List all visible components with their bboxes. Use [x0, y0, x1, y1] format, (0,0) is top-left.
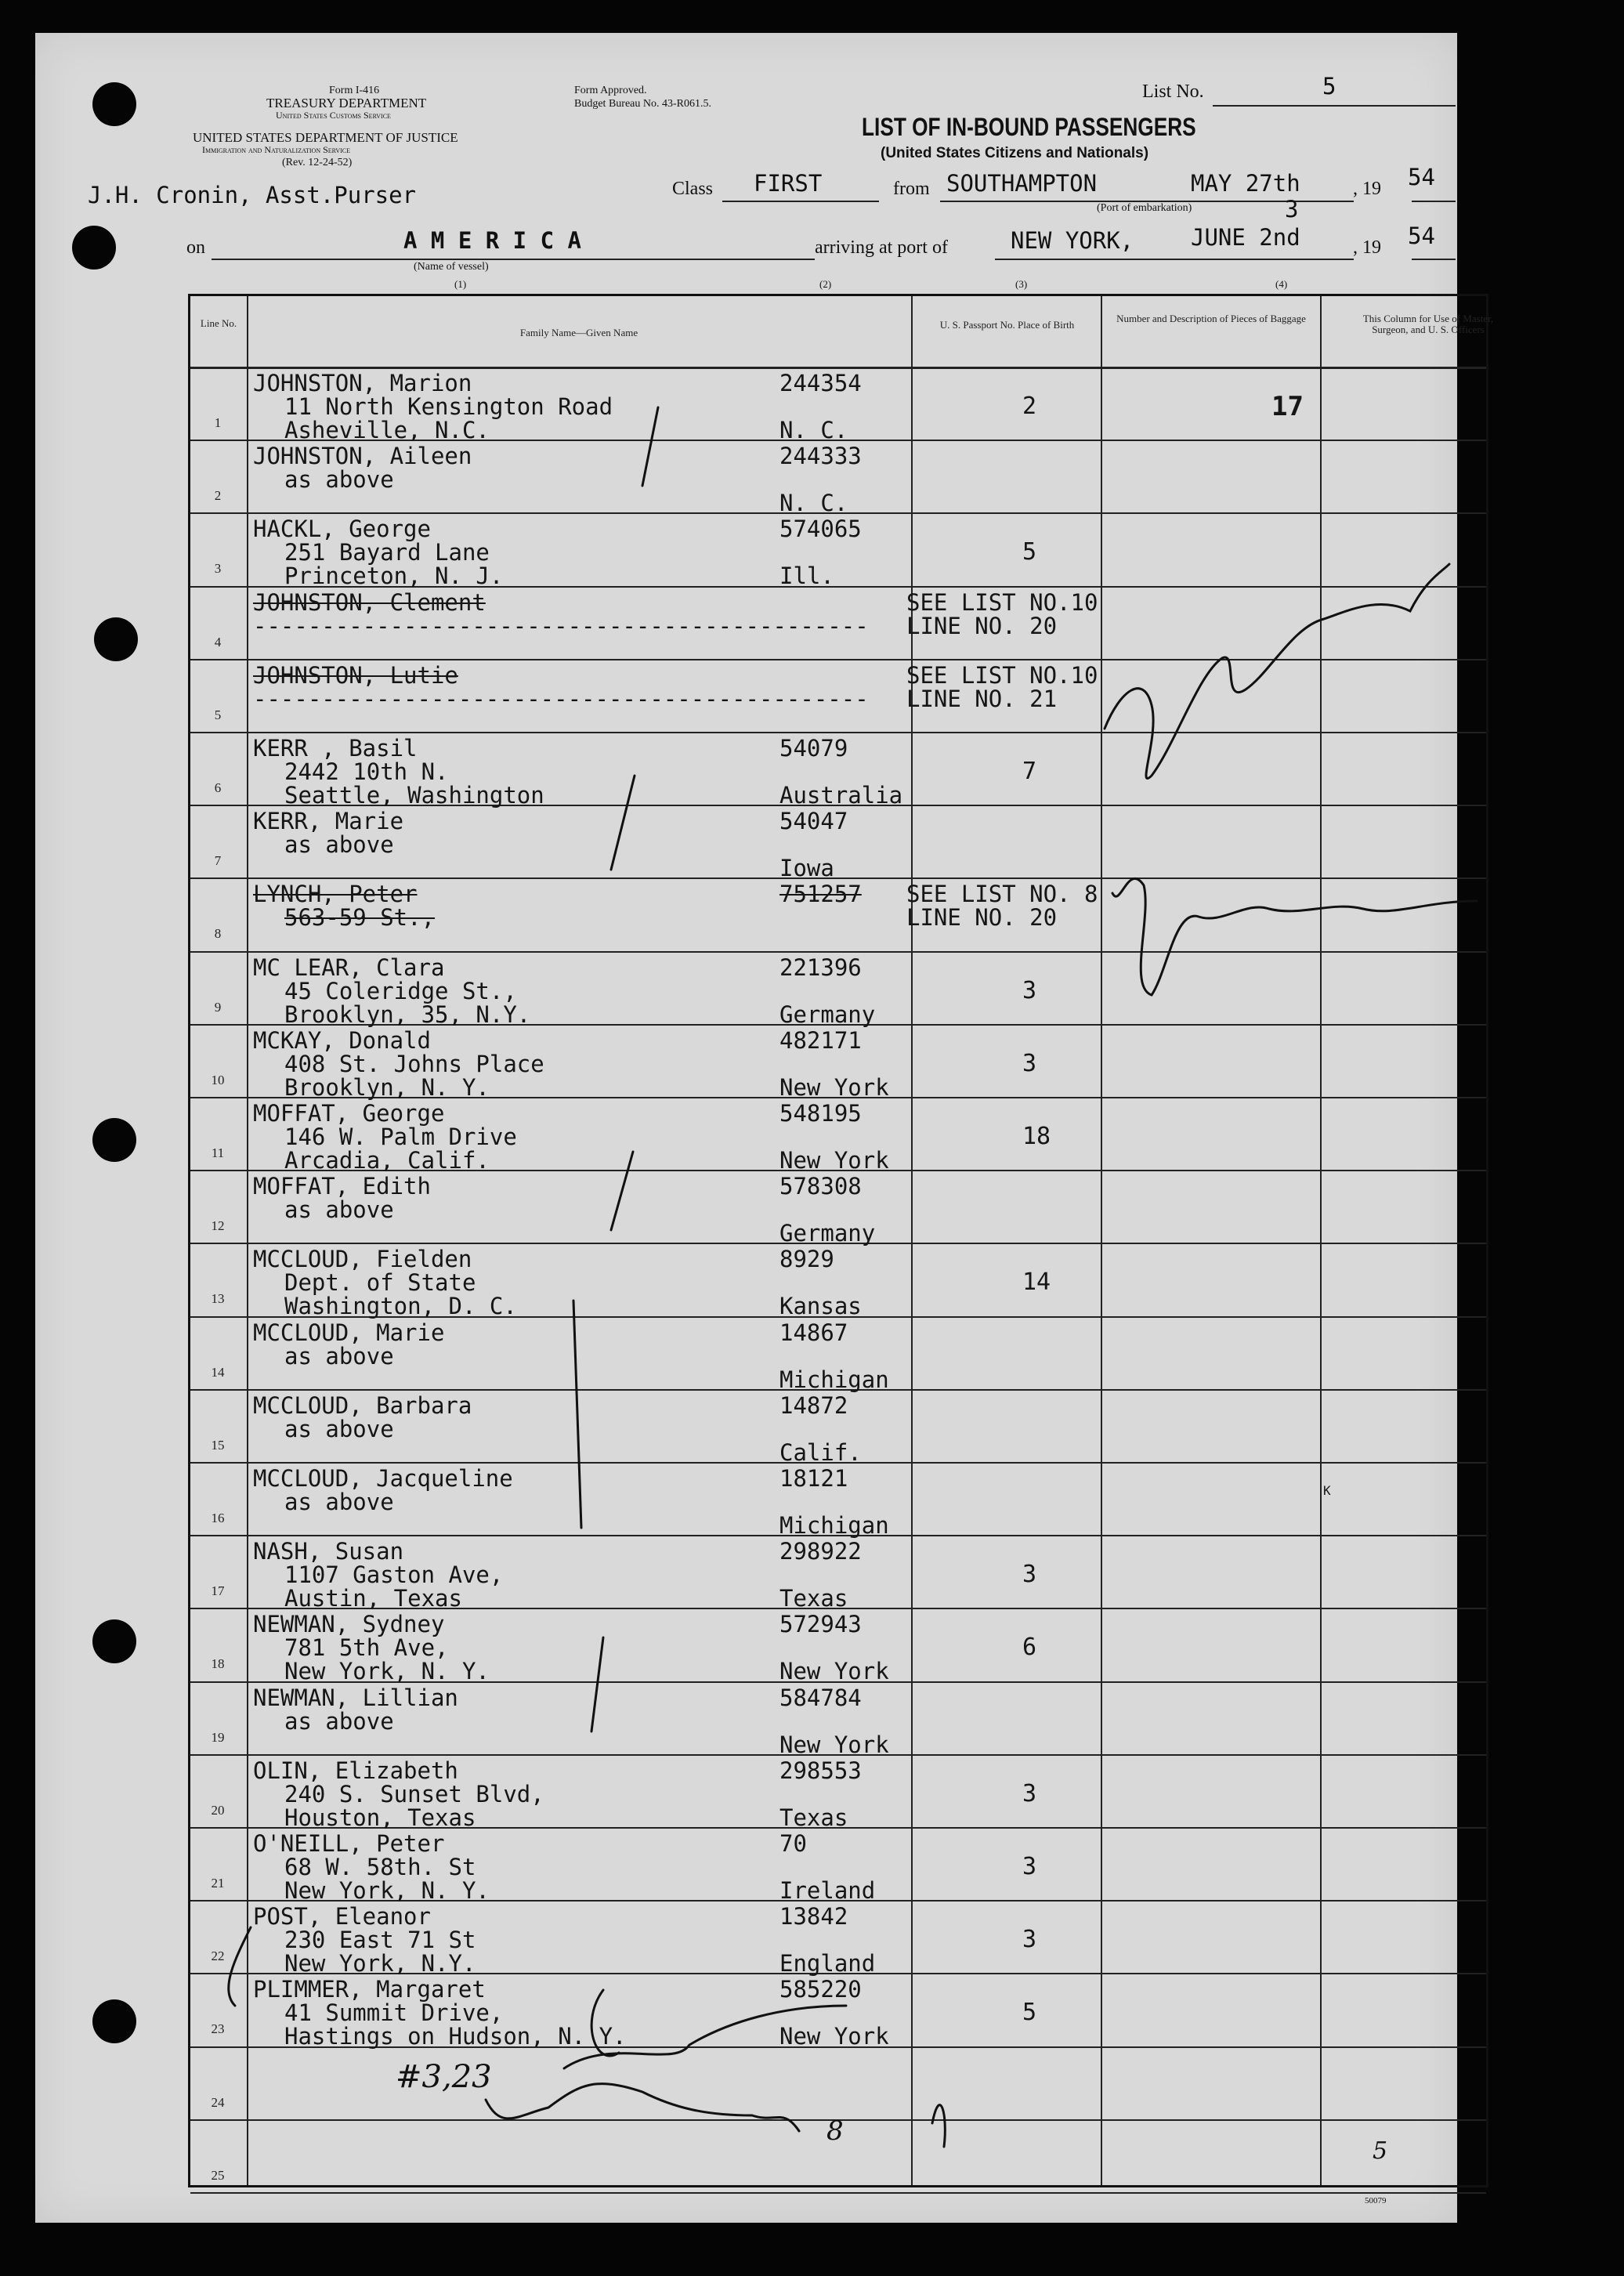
- time-note: 8: [826, 2115, 844, 2147]
- place-of-birth: N. C.: [779, 490, 848, 517]
- baggage-count: 18: [1022, 1123, 1051, 1150]
- table-row: [190, 1462, 1486, 1539]
- punch-hole: [92, 1619, 136, 1663]
- passenger-address: as above: [284, 1415, 394, 1442]
- line-number: 21: [211, 1876, 225, 1891]
- place-of-birth: N. C.: [779, 417, 848, 443]
- table-row: [190, 367, 1486, 443]
- passenger-address: 2442 10th N.: [284, 758, 449, 785]
- baggage-note: SEE LIST NO.10: [906, 661, 1098, 689]
- passenger-name: MCCLOUD, Jacqueline: [253, 1465, 513, 1492]
- baggage-count: 7: [1022, 758, 1037, 785]
- header-baggage: Number and Description of Pieces of Baggage: [1116, 313, 1306, 324]
- passport-number: 585220: [779, 1976, 862, 2003]
- class-value: FIRST: [754, 170, 823, 197]
- place-of-birth: Kansas: [779, 1293, 862, 1320]
- passenger-name: MCKAY, Donald: [253, 1026, 431, 1054]
- baggage-note: SEE LIST NO. 8: [906, 881, 1098, 908]
- arrival-port: NEW YORK,: [1011, 227, 1134, 254]
- list-no-value: 5: [1322, 73, 1336, 100]
- passenger-address: 563-59 St.,: [284, 904, 436, 932]
- place-of-birth: New York: [779, 1658, 889, 1685]
- passenger-address: 781 5th Ave,: [284, 1634, 449, 1662]
- baggage-count: 6: [1022, 1634, 1037, 1662]
- header-name: Family Name—Given Name: [519, 327, 638, 338]
- passport-number: 14872: [779, 1391, 848, 1419]
- place-of-birth: New York: [779, 1073, 889, 1101]
- punch-hole: [92, 1999, 136, 2043]
- table-row: [190, 1389, 1486, 1466]
- vessel-note: (Name of vessel): [414, 261, 489, 273]
- place-of-birth: New York: [779, 1147, 889, 1174]
- header-line-no: Line No.: [200, 317, 237, 329]
- col-num-1: (1): [454, 278, 467, 290]
- punch-hole: [72, 226, 116, 270]
- passport-number: 578308: [779, 1173, 862, 1200]
- passenger-address: as above: [284, 831, 394, 859]
- table-row: [190, 586, 1486, 659]
- table-row: [190, 1243, 1486, 1320]
- list-no-label: List No.: [1142, 81, 1204, 102]
- line-number: 24: [211, 2094, 225, 2110]
- table-row: [190, 1316, 1486, 1393]
- passenger-name: JOHNSTON, Clement: [253, 588, 486, 616]
- revision: (Rev. 12-24-52): [282, 157, 353, 168]
- table-row: [190, 1170, 1486, 1247]
- place-of-birth: New York: [779, 1731, 889, 1758]
- line-number: 6: [214, 780, 222, 795]
- header-officers: This Column for Use of Master, Surgeon, and U. S. Officers: [1362, 313, 1494, 335]
- baggage-count: 2: [1022, 393, 1037, 420]
- line-number: 16: [211, 1511, 225, 1525]
- page-title: LIST OF IN-BOUND PASSENGERS: [862, 113, 1196, 141]
- passenger-address: as above: [284, 1342, 394, 1370]
- passenger-city: Houston, Texas: [284, 1804, 476, 1831]
- passenger-name: MCCLOUD, Marie: [253, 1319, 445, 1346]
- baggage-count: 3: [1022, 1779, 1037, 1807]
- arriving-label: arriving at port of: [815, 237, 948, 258]
- passenger-name: PLIMMER, Margaret: [253, 1976, 486, 2003]
- passport-number: 14867: [779, 1319, 848, 1346]
- passenger-address: as above: [284, 1196, 394, 1224]
- vessel-name: A M E R I C A: [403, 227, 581, 254]
- passenger-address: Dept. of State: [284, 1269, 476, 1297]
- arrival-date: JUNE 2nd: [1191, 224, 1300, 251]
- embark-note: (Port of embarkation): [1097, 202, 1192, 214]
- passenger-name: NEWMAN, Sydney: [253, 1611, 445, 1638]
- passenger-address: 1107 Gaston Ave,: [284, 1561, 504, 1589]
- place-of-birth: England: [779, 1950, 876, 1977]
- passport-number: 298553: [779, 1757, 862, 1784]
- line-number: 10: [211, 1072, 225, 1087]
- passenger-city: Brooklyn, N. Y.: [284, 1073, 490, 1101]
- passenger-address: 230 East 71 St: [284, 1927, 476, 1954]
- baggage-note: SEE LIST NO.10: [906, 588, 1098, 616]
- purser-name: J.H. Cronin, Asst.Purser: [88, 182, 417, 208]
- passenger-address: ---------------------------------------------: [253, 685, 869, 712]
- depart-year: 54: [1408, 164, 1435, 190]
- passport-number: 298922: [779, 1538, 862, 1565]
- place-of-birth: Calif.: [779, 1438, 862, 1466]
- passport-number: 244333: [779, 443, 862, 470]
- passenger-address: as above: [284, 466, 394, 494]
- passport-number: 221396: [779, 953, 862, 981]
- line-number: 15: [211, 1437, 225, 1453]
- place-of-birth: Michigan: [779, 1366, 889, 1393]
- passenger-address: 408 St. Johns Place: [284, 1050, 544, 1077]
- line-number: 19: [211, 1729, 225, 1745]
- passenger-name: LYNCH, Peter: [253, 881, 418, 908]
- passport-number: 70: [779, 1830, 807, 1857]
- passenger-city: Princeton, N. J.: [284, 563, 504, 590]
- place-of-birth: Texas: [779, 1585, 848, 1612]
- from-label: from: [893, 179, 930, 199]
- line-number: 22: [211, 1949, 225, 1964]
- table-row: [190, 1900, 1486, 1977]
- line-number: 20: [211, 1802, 225, 1818]
- passenger-name: MC LEAR, Clara: [253, 953, 445, 981]
- form-code: 50079: [1365, 2196, 1387, 2205]
- line-number: 8: [214, 926, 222, 942]
- baggage-count: 3: [1022, 1561, 1037, 1589]
- place-of-birth: Germany: [779, 1000, 876, 1028]
- form-number: Form I-416: [329, 85, 380, 96]
- col-num-2: (2): [819, 278, 832, 290]
- passenger-name: MOFFAT, Edith: [253, 1173, 431, 1200]
- place-of-birth: Australia: [779, 782, 903, 809]
- place-of-birth: Iowa: [779, 855, 834, 882]
- passenger-table: [188, 294, 1494, 2187]
- justice-dept: UNITED STATES DEPARTMENT OF JUSTICE: [193, 130, 458, 145]
- passport-number: 18121: [779, 1465, 848, 1492]
- col-num-3: (3): [1015, 278, 1028, 290]
- line-number: 9: [214, 999, 222, 1015]
- customs-service: United States Customs Service: [276, 110, 391, 121]
- line-number: 5: [214, 707, 222, 722]
- year-prefix-2: , 19: [1353, 237, 1381, 258]
- officer-mark: 17: [1271, 391, 1304, 422]
- table-row: [190, 877, 1486, 950]
- budget-bureau: Budget Bureau No. 43-R061.5.: [574, 98, 711, 110]
- passenger-city: Seattle, Washington: [284, 782, 544, 809]
- line-number: 14: [211, 1364, 225, 1380]
- table-row: [190, 1608, 1486, 1685]
- table-row: [190, 1097, 1486, 1174]
- class-label: Class: [672, 179, 714, 199]
- col-num-4: (4): [1275, 278, 1288, 290]
- passenger-name: MCCLOUD, Fielden: [253, 1246, 472, 1273]
- passport-number: 54047: [779, 808, 848, 835]
- line-number: 18: [211, 1656, 225, 1672]
- passenger-city: Hastings on Hudson, N. Y.: [284, 2023, 627, 2050]
- tally-note: #3,23: [396, 2059, 492, 2095]
- place-of-birth: New York: [779, 2023, 889, 2050]
- table-row: [190, 1681, 1486, 1758]
- table-row: [190, 659, 1486, 732]
- passport-number: 13842: [779, 1903, 848, 1930]
- passenger-address: 251 Bayard Lane: [284, 539, 490, 566]
- passenger-name: KERR , Basil: [253, 735, 418, 762]
- passenger-name: HACKL, George: [253, 516, 431, 543]
- passenger-city: Austin, Texas: [284, 1585, 462, 1612]
- passenger-name: MOFFAT, George: [253, 1100, 445, 1127]
- baggage-count: 3: [1022, 1853, 1037, 1880]
- passenger-city: New York, N. Y.: [284, 1877, 490, 1904]
- passenger-city: New York, N. Y.: [284, 1658, 490, 1685]
- page-subtitle: (United States Citizens and Nationals): [881, 145, 1149, 161]
- header-passport: U. S. Passport No. Place of Birth: [939, 319, 1075, 331]
- year-prefix: , 19: [1353, 179, 1381, 199]
- passenger-city: New York, N.Y.: [284, 1950, 476, 1977]
- depart-date: MAY 27th: [1191, 170, 1300, 197]
- arrival-year: 54: [1408, 223, 1435, 249]
- baggage-count: 3: [1022, 976, 1037, 1004]
- baggage-note-line: LINE NO. 20: [906, 612, 1058, 639]
- passenger-name: JOHNSTON, Lutie: [253, 661, 458, 689]
- handwritten-three: 3: [1285, 196, 1299, 223]
- passenger-address: 146 W. Palm Drive: [284, 1124, 517, 1150]
- corner-mark: 5: [1373, 2137, 1388, 2165]
- passenger-city: Asheville, N.C.: [284, 417, 490, 443]
- table-row: [190, 1024, 1486, 1101]
- passenger-name: NEWMAN, Lillian: [253, 1684, 458, 1711]
- table-row: [190, 1973, 1486, 2050]
- passenger-address: 11 North Kensington Road: [284, 393, 613, 420]
- line-number: 4: [214, 634, 222, 650]
- passport-number: 584784: [779, 1684, 862, 1711]
- passport-number: 8929: [779, 1246, 834, 1273]
- baggage-count: 5: [1022, 538, 1037, 566]
- passenger-address: as above: [284, 1489, 394, 1515]
- passenger-city: Washington, D. C.: [284, 1293, 517, 1320]
- passenger-name: O'NEILL, Peter: [253, 1830, 445, 1857]
- place-of-birth: Michigan: [779, 1512, 889, 1539]
- passport-number: 482171: [779, 1026, 862, 1054]
- passport-number: 54079: [779, 735, 848, 762]
- baggage-count: 5: [1022, 1999, 1037, 2027]
- punch-hole: [92, 1118, 136, 1162]
- line-number: 12: [211, 1218, 225, 1234]
- treasury-dept: TREASURY DEPARTMENT: [266, 96, 427, 110]
- line-number: 23: [211, 2021, 225, 2037]
- table-row: [190, 805, 1486, 882]
- table-row: [190, 951, 1486, 1028]
- table-row: [190, 1827, 1486, 1904]
- baggage-count: 14: [1022, 1268, 1051, 1297]
- table-row: [190, 512, 1486, 590]
- passenger-address: 68 W. 58th. St: [284, 1854, 476, 1880]
- passenger-address: 41 Summit Drive,: [284, 1999, 504, 2027]
- on-label: on: [186, 237, 205, 258]
- line-number: 25: [211, 2167, 225, 2183]
- line-number: 11: [211, 1145, 225, 1160]
- passenger-address: ---------------------------------------------: [253, 612, 869, 639]
- passport-number: 548195: [779, 1100, 862, 1127]
- passenger-city: Brooklyn, 35, N.Y.: [284, 1000, 531, 1028]
- punch-hole: [92, 82, 136, 126]
- table-row: [190, 1535, 1486, 1612]
- passport-number: 751257: [779, 881, 862, 908]
- baggage-note-line: LINE NO. 21: [906, 685, 1058, 712]
- table-row: [190, 2046, 1486, 2119]
- passenger-city: Arcadia, Calif.: [284, 1147, 490, 1174]
- form-approved: Form Approved.: [574, 85, 647, 96]
- passport-number: 574065: [779, 516, 862, 543]
- table-row: [190, 440, 1486, 517]
- passenger-name: KERR, Marie: [253, 808, 404, 835]
- passenger-name: POST, Eleanor: [253, 1903, 431, 1930]
- table-row: [190, 732, 1486, 809]
- passenger-name: MCCLOUD, Barbara: [253, 1391, 472, 1419]
- passenger-name: JOHNSTON, Marion: [253, 370, 472, 396]
- passport-number: 572943: [779, 1611, 862, 1638]
- line-number: 1: [214, 415, 222, 430]
- passenger-address: as above: [284, 1707, 394, 1735]
- line-number: 13: [211, 1291, 225, 1307]
- baggage-count: 3: [1022, 1926, 1037, 1954]
- baggage-count: 3: [1022, 1049, 1037, 1077]
- passenger-address: 45 Coleridge St.,: [284, 977, 517, 1004]
- table-row: [190, 1754, 1486, 1831]
- baggage-note-line: LINE NO. 20: [906, 904, 1058, 932]
- line-number: 17: [211, 1583, 225, 1599]
- ins-service: Immigration and Naturalization Service: [202, 144, 351, 155]
- line-number: 7: [214, 853, 222, 869]
- passenger-name: NASH, Susan: [253, 1538, 404, 1565]
- line-number: 2: [214, 488, 222, 504]
- line-number: 3: [214, 561, 222, 577]
- embark-port: SOUTHAMPTON: [946, 170, 1098, 197]
- passenger-address: 240 S. Sunset Blvd,: [284, 1780, 544, 1807]
- passport-number: 244354: [779, 370, 862, 396]
- place-of-birth: Ill.: [779, 563, 834, 590]
- passenger-name: OLIN, Elizabeth: [253, 1757, 458, 1784]
- officer-mark: K: [1323, 1483, 1331, 1498]
- place-of-birth: Texas: [779, 1804, 848, 1831]
- place-of-birth: Germany: [779, 1220, 876, 1247]
- passenger-name: JOHNSTON, Aileen: [253, 443, 472, 470]
- place-of-birth: Ireland: [779, 1877, 876, 1904]
- punch-hole: [94, 617, 138, 661]
